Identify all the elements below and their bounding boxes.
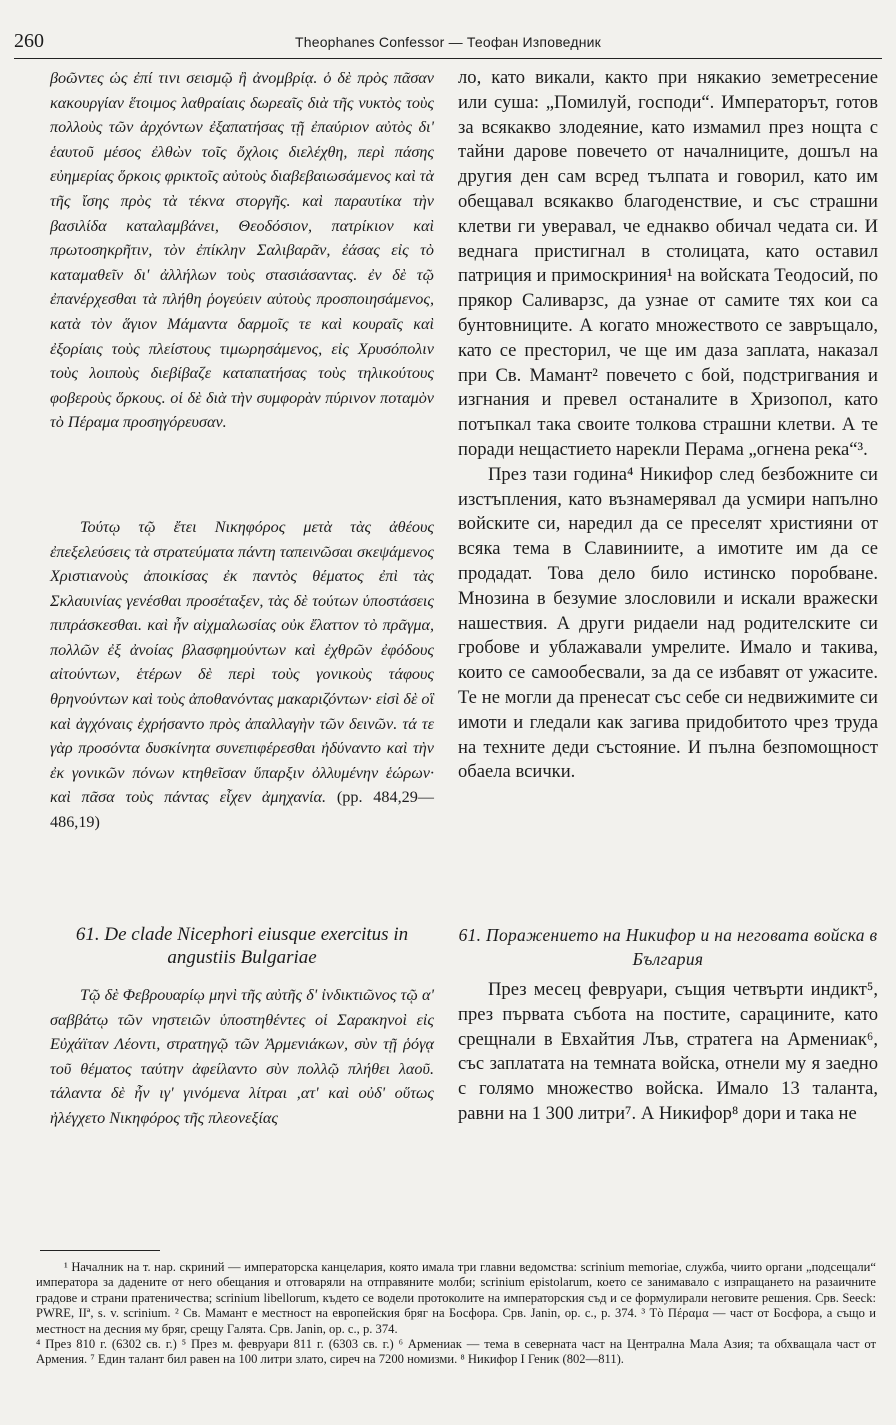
bulgarian-paragraph-2: През тази година⁴ Никифор след безбожните си изстъпления, като възнамерявал да усмири напълно войските си, наредил да се преселят християни от всяка тема в Славиниите, а имотите им да се продадат. Това дело било истинско поробване. Мнозина в безумие злословили и искали вражески нашествия. А други ридаели над родителските си гробове и ублажавали умрелите. Имало и такива, които се самообесвали, за да се избавят от ужасите. Те не могли да пренесат със себе си недвижимите си имоти и гледали как загива придобитото чрез труда на техните деди състояние. И пълна безпомощност обаела всички.	[458, 463, 878, 783]
running-title: Theophanes Confessor — Теофан Изповедник	[294, 34, 602, 50]
greek-paragraph-2-text: Τούτῳ τῷ ἔτει Νικηφόρος μετὰ τὰς ἀθέους ἐπεξελεύσεις τὰ στρατεύματα πάντη ταπεινῶσαι σκεψάμενος Χριστιανοὺς ἀποικίσας ἐκ παντὸς θέματος ἐπὶ τὰς Σκλαυινίας γενέσθαι προσέταξεν, τὰς δὲ τούτων ὑποστάσεις πιπράσκεσθαι. καὶ ἦν αἰχμαλωσίας οὐκ ἔλαττον τὸ πρᾶγμα, πολλῶν ἐξ ἀνοίας βλασφημούντων καὶ ἐχθρῶν ἐφόδους αἰτούντων, ἑτέρων δὲ περὶ τοὺς γονικοὺς τάφους θρηνούντων καὶ τοὺς ἀποθανόντας μακαριζόντων· εἰσὶ δὲ οἳ καὶ ἀγχόναις ἐχρήσαντο πρὸς ἀπαλλαγὴν τῶν δεινῶν. τά τε γὰρ προσόντα δυσκίνητα συνεπιφέρεσθαι ἠδύναντο καὶ τὴν ἐκ γονικῶν πόνων κτηθεῖσαν ὕπαρξιν ὀλλυμένην ἑώρων· καὶ πᾶσα τοὺς πάντας εἶχεν ἀμηχανία.	[50, 517, 434, 807]
page-reference: (pp. 484,29—486,19)	[50, 788, 434, 832]
footnotes	[36, 1260, 876, 1368]
greek-paragraph-1: βοῶντες ὡς ἐπί τινι σεισμῷ ἢ ἀνομβρίᾳ. ὁ δὲ πρὸς πᾶσαν κακουργίαν ἕτοιμος λαθραίαις δωρεαῖς διὰ τῆς νυκτὸς τοὺς πολλοὺς τῶν ἀρχόντων ἐξαπατήσας τῇ ἐπαύριον αὐτὸς δι' ἑαυτοῦ μέσος ἐλθὼν τοῖς ὄχλοις διελέχθη, περὶ πάσης εὐημερίας ὅρκοις φρικτοῖς αὐτοὺς διαβεβαιωσάμενος καὶ τὰ τῆς ἴσης πρὸς τὰ τέκνα στοργῆς. καὶ παραυτίκα τὴν βασιλίδα καταλαμβάνει, Θεοδόσιον, πατρίκιον καὶ πρωτοσηκρῆτιν, τὸν ἐπίκλην Σαλιβαρᾶν, ἐάσας εἰς τὸ καταμαθεῖν δι' ἀλλήλων τοὺς στασιάσαντας. ἐν δὲ τῷ ἐπανέρχεσθαι τὰ πλήθη ῥογεύειν αὐτοὺς προσποιησάμενος, κατὰ τὸν ἅγιον Μάμαντα δαρμοῖς τε καὶ κουραῖς καὶ ἐξορίαις τοὺς πλείστους τιμωρησάμενος, εἰς Χρυσόπολιν τοὺς λοιποὺς διεβίβαζε καταπατήσας τοὺς τηλικούτους φοβεροὺς ὅρκους. οἱ δὲ διὰ τὴν συμφορὰν πύρινον ποταμὸν τὸ Πέραμα προσηγόρευσαν.	[50, 69, 434, 432]
header-rule	[14, 58, 882, 59]
page-header	[14, 30, 882, 56]
greek-paragraph-2	[50, 515, 434, 835]
section-heading-latin: 61. De clade Nicephori eiusque exercitus in angustiis Bulgariae	[75, 924, 409, 968]
greek-paragraph-3: Τῷ δὲ Φεβρουαρίῳ μηνὶ τῆς αὐτῆς δ' ἰνδικτιῶνος τῷ α' σαββάτῳ τῶν νηστειῶν ὑποστηθέντες οἱ Σαρακηνοὶ εἰς Εὐχάϊταν Λέοντι, στρατηγῷ τῶν Ἀρμενιάκων, σὺν τῇ ῥόγᾳ τοῦ θέματος ταύτην ἀφείλαντο σὺν πολλῷ πλήθει λαοῦ. τάλαντα δὲ ἦν ιγ' γινόμενα λίτραι ,ατ' καὶ οὐδ' οὕτως ἠλέγχετο Νικηφόρος τῆς πλεονεξίας	[50, 986, 434, 1127]
footnote-block-1: ¹ Началник на т. нар. скриний — императорска канцелария, която имала три главни ведомства: scrinium memoriae, служба, чиито органи „подсещали“ императора за дадените от него обещания и отговаряли на отправяните молби; scrinium epistolarum, което се занимавало с изпращането на разаичните градове и страни пратеничества; scrinium libellorum, където се водели протоколите на императорския съд и се формулирали неговите решения. Срв. Seeck: PWRE, IIª, s. v. scrinium. ² Св. Мамант е местност на европейския бряг на Босфора. Срв. Janin, op. c., p. 374. ³ Τὸ Πέραμα — част от Босфора, а също и местност на десния му бряг, срещу Галята. Срв. Janin, op. c., p. 374.	[36, 1260, 876, 1336]
bulgarian-paragraph-1: ло, като викали, както при някакио земетресение или суша: „Помилуй, господи“. Императорът, готов за всякакво злодеяние, като измамил през нощта с тайни дарове повечето от началниците, дошъл на другия ден сам всред тълпата и говорил, като им обещавал всякакво благоденствие, и със страшни клетви ги уверавал, че еднакво обичал чедата си. И веднага пристигнал в столицата, като оставил патриция и примоскриния¹ на войската Теодосий, по прякор Саливарзс, да узнае от самите тях кои са бунтовниците. А когато множеството се завръщало, като се престорил, че ще им даза заплата, наказал при Св. Мамант² повечето с бой, подстригвания и изгнания и превел останалите в Хризопол, като потъпкал така своите толкова страшни клетви. А те поради нещастието нарекли Перама „огнена река“³.	[458, 67, 878, 460]
paragraph-gap	[50, 435, 434, 515]
footnote-block-2: ⁴ През 810 г. (6302 св. г.) ⁵ През м. февруари 811 г. (6303 св. г.) ⁶ Армениак — тема в северната част на Централна Мала Азия; та обхващала част от Армения. ⁷ Един талант бил равен на 100 литри злато, сиреч на 7200 номизми. ⁸ Никифор I Геник (802—811).	[36, 1337, 876, 1367]
bulgarian-column-section-2	[458, 978, 878, 1127]
footnote-rule	[40, 1250, 160, 1251]
greek-column-section-2	[50, 983, 434, 1131]
page-number: 260	[14, 30, 44, 52]
bulgarian-paragraph-3: През месец февруари, същия четвърти индикт⁵, през първата събота на постите, сарацините, като срещнали в Евхайтия Лъв, стратега на Армениак⁶, със заплатата на темната войска, отнели му я заедно с голямо множество войска. Имало 13 таланта, равни на 1 300 литри⁷. А Никифор⁸ дори и така не	[458, 979, 878, 1124]
bulgarian-column-section-1	[458, 66, 878, 785]
greek-column-section-1	[50, 66, 434, 835]
section-heading-bulgarian: 61. Поражението на Никифор и на неговата войска в България	[458, 925, 878, 969]
